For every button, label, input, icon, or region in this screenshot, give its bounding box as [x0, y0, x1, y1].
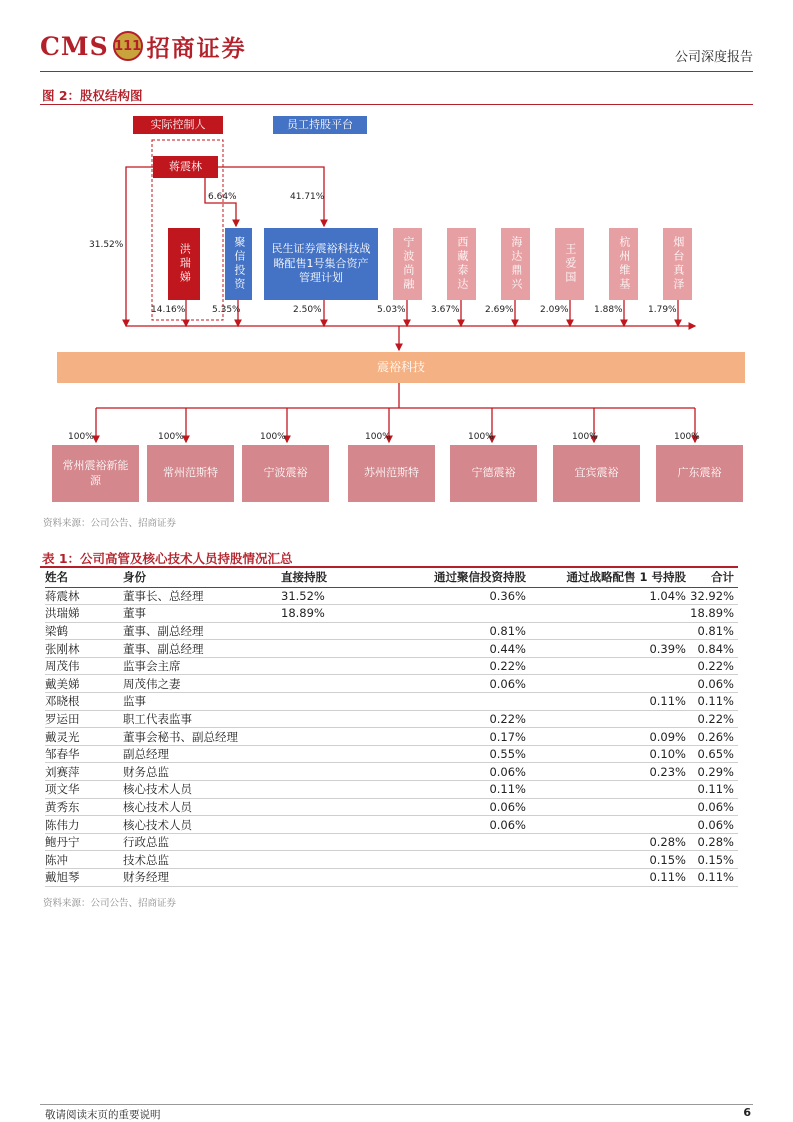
table-row — [45, 710, 738, 728]
cell-name: 洪瑞娣 — [45, 605, 123, 623]
cell-direct: 18.89% — [281, 605, 381, 623]
cell-via-juxin: 0.06% — [381, 816, 526, 834]
cell-total: 0.11% — [686, 781, 738, 799]
logo-seal-icon: 111 — [113, 31, 143, 61]
pct-label: 2.69% — [485, 305, 514, 315]
cell-name: 鲍丹宁 — [45, 833, 123, 851]
cell-total: 0.22% — [686, 657, 738, 675]
cell-position: 财务总监 — [123, 763, 281, 781]
holder-box: 杭州维基 — [609, 228, 638, 300]
cell-via-juxin — [381, 851, 526, 869]
cell-name: 戴旭琴 — [45, 869, 123, 887]
cell-direct — [281, 675, 381, 693]
subsidiary-box: 常州范斯特 — [147, 445, 234, 502]
cell-total: 0.81% — [686, 622, 738, 640]
cell-via-juxin — [381, 693, 526, 711]
cell-position: 职工代表监事 — [123, 710, 281, 728]
table-row — [45, 640, 738, 658]
cell-name: 刘赛萍 — [45, 763, 123, 781]
header-position: 身份 — [123, 568, 281, 587]
cell-direct — [281, 816, 381, 834]
cell-position: 董事、副总经理 — [123, 622, 281, 640]
equity-structure-diagram — [40, 106, 753, 510]
page-number: 6 — [743, 1106, 751, 1119]
pct-label: 3.67% — [431, 305, 460, 315]
table-row — [45, 675, 738, 693]
cell-via-placement: 0.09% — [526, 728, 686, 746]
cell-name: 张刚林 — [45, 640, 123, 658]
cell-via-placement: 0.28% — [526, 833, 686, 851]
cell-direct — [281, 745, 381, 763]
table-source: 资料来源：公司公告、招商证券 — [43, 898, 177, 909]
cell-position: 行政总监 — [123, 833, 281, 851]
cell-via-placement: 0.11% — [526, 693, 686, 711]
cms-logo — [40, 26, 247, 66]
company-zhenyu-tech: 震裕科技 — [57, 352, 745, 383]
cell-name: 陈伟力 — [45, 816, 123, 834]
cell-direct — [281, 693, 381, 711]
cell-via-placement — [526, 781, 686, 799]
subsidiary-box: 苏州范斯特 — [348, 445, 435, 502]
pct-label: 1.79% — [648, 305, 677, 315]
footer-disclaimer: 敬请阅读末页的重要说明 — [45, 1109, 161, 1121]
logo-cn-text: 招商证券 — [146, 34, 247, 62]
cell-total: 0.29% — [686, 763, 738, 781]
cell-direct — [281, 710, 381, 728]
cell-via-placement — [526, 605, 686, 623]
cell-name: 黄秀东 — [45, 798, 123, 816]
subsidiary-box: 广东震裕 — [656, 445, 743, 502]
cell-via-juxin: 0.17% — [381, 728, 526, 746]
cell-total: 0.06% — [686, 816, 738, 834]
pct-label: 100% — [68, 432, 94, 442]
cell-direct: 31.52% — [281, 587, 381, 605]
cell-name: 梁鹤 — [45, 622, 123, 640]
pct-label: 5.03% — [377, 305, 406, 315]
holder-jiang-zhenlin: 蒋震林 — [153, 156, 218, 178]
holder-box: 西藏泰达 — [447, 228, 476, 300]
cell-total: 0.06% — [686, 798, 738, 816]
table-row — [45, 605, 738, 623]
header-via-placement: 通过战略配售 1 号持股 — [526, 568, 686, 587]
table-row — [45, 728, 738, 746]
cell-direct — [281, 640, 381, 658]
cell-position: 核心技术人员 — [123, 781, 281, 799]
cell-direct — [281, 851, 381, 869]
table-row — [45, 816, 738, 834]
subsidiary-box: 宜宾震裕 — [553, 445, 640, 502]
table-title: 表 1：公司高管及核心技术人员持股情况汇总 — [42, 551, 293, 566]
pct-label: 31.52% — [89, 240, 124, 250]
cell-name: 蒋震林 — [45, 587, 123, 605]
cell-position: 董事、副总经理 — [123, 640, 281, 658]
cell-name: 周茂伟 — [45, 657, 123, 675]
figure-title: 图 2：股权结构图 — [42, 88, 143, 103]
pct-label: 100% — [674, 432, 700, 442]
cell-name: 罗运田 — [45, 710, 123, 728]
figure-source: 资料来源：公司公告、招商证券 — [43, 518, 177, 529]
cell-via-placement: 0.23% — [526, 763, 686, 781]
shareholding-table — [45, 568, 738, 887]
cell-position: 董事 — [123, 605, 281, 623]
holder-box: 宁波尚融 — [393, 228, 422, 300]
table-row — [45, 851, 738, 869]
table-row — [45, 781, 738, 799]
pct-label: 100% — [365, 432, 391, 442]
report-type: 公司深度报告 — [674, 50, 753, 65]
table-row — [45, 745, 738, 763]
subsidiary-box: 常州震裕新能源 — [52, 445, 139, 502]
cell-via-placement — [526, 622, 686, 640]
footer-divider — [40, 1104, 753, 1105]
cell-direct — [281, 657, 381, 675]
cell-via-juxin: 0.55% — [381, 745, 526, 763]
holder-box: 聚信投资 — [225, 228, 252, 300]
logo-cms-text: CMS — [40, 31, 109, 61]
cell-position: 核心技术人员 — [123, 798, 281, 816]
cell-via-juxin: 0.22% — [381, 657, 526, 675]
cell-via-juxin — [381, 869, 526, 887]
cell-via-juxin: 0.06% — [381, 763, 526, 781]
header-name: 姓名 — [45, 568, 123, 587]
holder-box: 民生证券震裕科技战略配售1号集合资产管理计划 — [264, 228, 378, 300]
holder-box: 洪瑞娣 — [168, 228, 200, 300]
cell-via-placement — [526, 710, 686, 728]
pct-label: 100% — [158, 432, 184, 442]
legend-esop: 员工持股平台 — [273, 116, 367, 134]
cell-via-juxin: 0.81% — [381, 622, 526, 640]
pct-label: 100% — [572, 432, 598, 442]
cell-position: 董事长、总经理 — [123, 587, 281, 605]
cell-total: 18.89% — [686, 605, 738, 623]
table-row — [45, 763, 738, 781]
header-via-juxin: 通过聚信投资持股 — [381, 568, 526, 587]
table-row — [45, 622, 738, 640]
cell-name: 项文华 — [45, 781, 123, 799]
pct-label: 1.88% — [594, 305, 623, 315]
cell-total: 0.28% — [686, 833, 738, 851]
pct-label: 2.50% — [293, 305, 322, 315]
cell-total: 0.06% — [686, 675, 738, 693]
cell-direct — [281, 622, 381, 640]
cell-direct — [281, 728, 381, 746]
cell-position: 周茂伟之妻 — [123, 675, 281, 693]
pct-label: 2.09% — [540, 305, 569, 315]
cell-via-placement: 0.10% — [526, 745, 686, 763]
cell-direct — [281, 781, 381, 799]
cell-via-placement: 0.15% — [526, 851, 686, 869]
cell-total: 32.92% — [686, 587, 738, 605]
holder-box: 海达鼎兴 — [501, 228, 530, 300]
holder-box: 烟台真泽 — [663, 228, 692, 300]
cell-position: 核心技术人员 — [123, 816, 281, 834]
cell-via-juxin: 0.11% — [381, 781, 526, 799]
cell-name: 戴美娣 — [45, 675, 123, 693]
cell-via-juxin: 0.06% — [381, 675, 526, 693]
cell-total: 0.22% — [686, 710, 738, 728]
cell-position: 监事 — [123, 693, 281, 711]
cell-via-placement — [526, 798, 686, 816]
pct-label: 6.64% — [208, 192, 237, 202]
table-row — [45, 693, 738, 711]
pct-label: 5.35% — [212, 305, 241, 315]
table-row — [45, 798, 738, 816]
cell-total: 0.65% — [686, 745, 738, 763]
header-direct: 直接持股 — [281, 568, 381, 587]
cell-direct — [281, 869, 381, 887]
table-header-row — [45, 568, 738, 587]
cell-via-placement: 0.39% — [526, 640, 686, 658]
pct-label: 41.71% — [290, 192, 325, 202]
table-row — [45, 833, 738, 851]
holder-box: 王爱国 — [555, 228, 584, 300]
cell-total: 0.11% — [686, 693, 738, 711]
cell-direct — [281, 763, 381, 781]
header-divider — [40, 71, 753, 72]
cell-position: 董事会秘书、副总经理 — [123, 728, 281, 746]
cell-via-placement: 0.11% — [526, 869, 686, 887]
cell-via-juxin: 0.36% — [381, 587, 526, 605]
cell-via-placement — [526, 675, 686, 693]
cell-via-juxin — [381, 605, 526, 623]
table-row — [45, 869, 738, 887]
cell-direct — [281, 798, 381, 816]
cell-position: 技术总监 — [123, 851, 281, 869]
cell-name: 邓晓根 — [45, 693, 123, 711]
cell-via-juxin — [381, 833, 526, 851]
page-header — [40, 26, 753, 72]
subsidiary-box: 宁德震裕 — [450, 445, 537, 502]
table-row — [45, 587, 738, 605]
pct-label: 14.16% — [151, 305, 186, 315]
figure-title-divider — [40, 104, 753, 105]
cell-via-placement — [526, 816, 686, 834]
cell-via-placement — [526, 657, 686, 675]
cell-position: 财务经理 — [123, 869, 281, 887]
cell-total: 0.11% — [686, 869, 738, 887]
cell-position: 监事会主席 — [123, 657, 281, 675]
cell-total: 0.84% — [686, 640, 738, 658]
cell-total: 0.15% — [686, 851, 738, 869]
cell-total: 0.26% — [686, 728, 738, 746]
pct-label: 100% — [260, 432, 286, 442]
cell-name: 戴灵光 — [45, 728, 123, 746]
table-row — [45, 657, 738, 675]
cell-via-juxin: 0.22% — [381, 710, 526, 728]
cell-name: 陈冲 — [45, 851, 123, 869]
cell-via-juxin: 0.06% — [381, 798, 526, 816]
header-total: 合计 — [686, 568, 738, 587]
cell-position: 副总经理 — [123, 745, 281, 763]
cell-via-juxin: 0.44% — [381, 640, 526, 658]
cell-via-placement: 1.04% — [526, 587, 686, 605]
subsidiary-box: 宁波震裕 — [242, 445, 329, 502]
legend-controller: 实际控制人 — [133, 116, 223, 134]
pct-label: 100% — [468, 432, 494, 442]
cell-direct — [281, 833, 381, 851]
cell-name: 邹春华 — [45, 745, 123, 763]
